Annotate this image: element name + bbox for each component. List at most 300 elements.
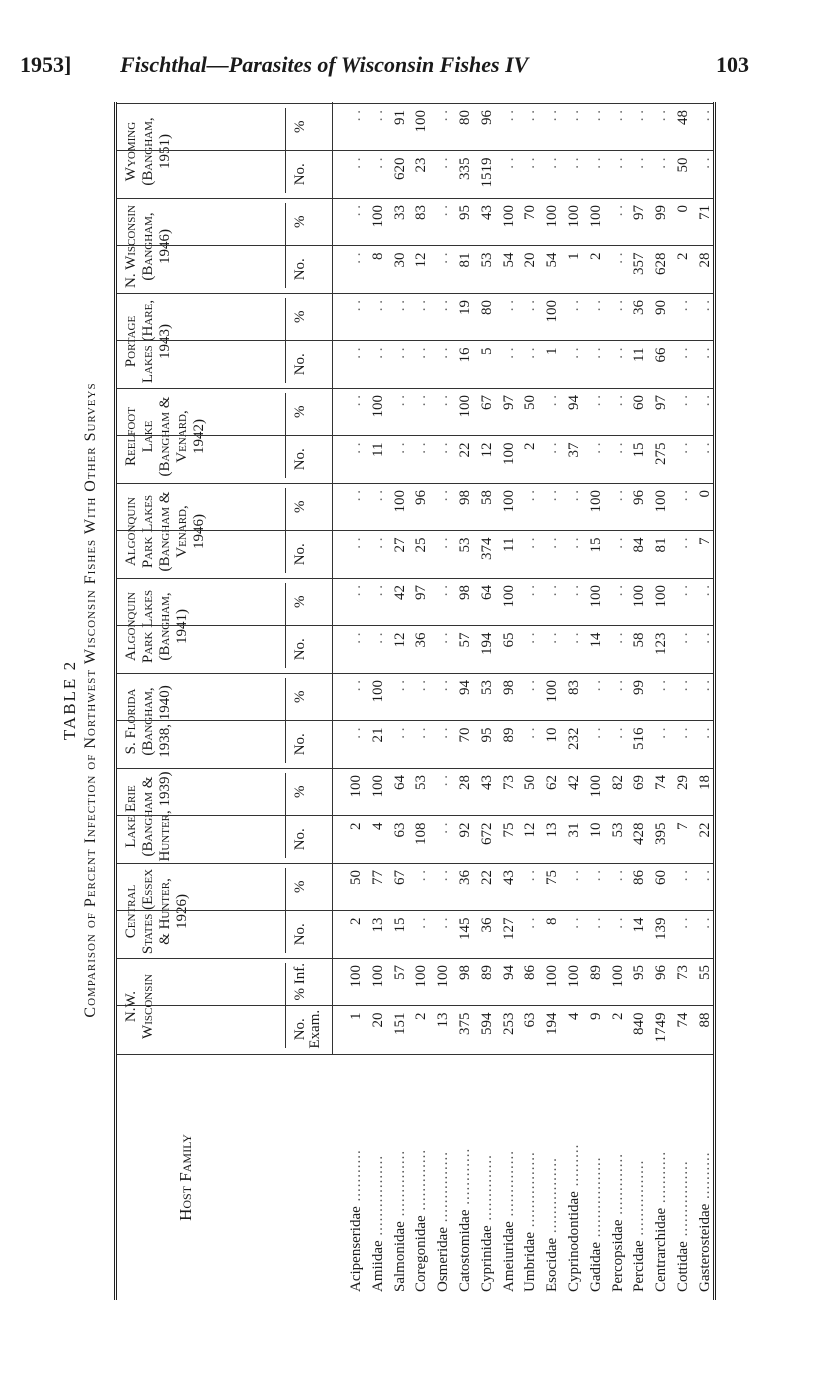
table-cell: 75 xyxy=(544,870,561,885)
table-cell: . . xyxy=(609,870,626,882)
table-cell: 2 xyxy=(609,1012,626,1020)
host-name: Centrarchidae xyxy=(653,1207,670,1292)
table-cell: 84 xyxy=(631,537,648,553)
table-cell: 60 xyxy=(631,395,648,410)
table-cell: 57 xyxy=(391,965,408,980)
table-cell: 11 xyxy=(631,347,648,362)
host-label xyxy=(499,1150,521,1292)
table-cell: 100 xyxy=(566,205,582,228)
host-name: Cyprinidae xyxy=(478,1225,495,1292)
subcolumn-header: No. xyxy=(292,353,308,376)
table-cell: 100 xyxy=(435,965,452,988)
table-cell: 43 xyxy=(500,870,517,885)
table-cell: . . xyxy=(587,442,604,454)
table-cell: 53 xyxy=(478,252,495,268)
table-cell: . . xyxy=(609,395,626,407)
table-cell: 100 xyxy=(500,585,517,608)
table-cell: 91 xyxy=(391,110,408,125)
leader-dots: ............. xyxy=(413,1148,430,1216)
table-cell: 95 xyxy=(457,205,473,220)
table-cell: 58 xyxy=(478,490,495,505)
table-cell: 1 xyxy=(544,347,561,355)
table-cell: 100 xyxy=(369,395,386,418)
host-name: Osmeridae xyxy=(435,1227,452,1292)
table-cell: . . xyxy=(653,727,670,739)
column-rule xyxy=(117,246,713,247)
table-cell: . . xyxy=(566,870,582,882)
table-cell: . . xyxy=(587,157,604,169)
table-cell: . . xyxy=(413,395,430,407)
subcolumn-header: % xyxy=(292,405,308,418)
table-cell: 7 xyxy=(675,822,691,830)
table-cell: 69 xyxy=(631,775,648,790)
table-cell: 139 xyxy=(653,917,670,940)
survey-group-header: N. Wisconsin (Bangham, 1946) xyxy=(123,205,173,288)
table-cell: . . xyxy=(675,490,691,502)
table-cell: . . xyxy=(653,157,670,169)
subcolumn-header: % xyxy=(292,215,308,228)
table-cell: 83 xyxy=(566,680,582,695)
table-cell: 335 xyxy=(457,157,473,180)
table-cell: 12 xyxy=(478,442,495,458)
table-cell: . . xyxy=(369,632,386,644)
table-cell: 21 xyxy=(369,727,386,743)
table-cell: 1519 xyxy=(478,157,495,188)
table-cell: 64 xyxy=(391,775,408,790)
table-cell: 13 xyxy=(544,822,561,838)
subcolumn-header: No. Exam. xyxy=(292,1009,323,1049)
survey-group-header: Wyoming (Bangham, 1951) xyxy=(123,117,173,186)
table-cell: . . xyxy=(348,537,364,549)
table-cell: 53 xyxy=(478,680,495,695)
table-cell: 53 xyxy=(413,775,430,790)
table-cell: 30 xyxy=(391,252,408,268)
table-cell: . . xyxy=(544,490,561,502)
table-cell: . . xyxy=(609,585,626,597)
table-cell: . . xyxy=(609,205,626,217)
host-name: Percopsidae xyxy=(609,1219,626,1292)
column-rule xyxy=(117,198,713,199)
table-cell: 100 xyxy=(348,775,364,798)
table-cell: . . xyxy=(587,300,604,312)
table-cell: 7 xyxy=(696,537,713,545)
table-cell: 54 xyxy=(500,252,517,268)
table-cell: . . xyxy=(653,680,670,692)
table-cell: 81 xyxy=(457,252,473,268)
column-rule xyxy=(117,436,713,437)
table-cell: 100 xyxy=(587,205,604,228)
table-cell: 75 xyxy=(500,822,517,838)
host-name: Acipenseridae xyxy=(348,1206,364,1292)
table-cell: . . xyxy=(500,157,517,169)
table-cell: . . xyxy=(522,300,539,312)
table-caption: Comparison of Percent Infection of Northwest Wisconsin Fishes With Other Surveys xyxy=(82,382,99,1018)
table-cell: . . xyxy=(522,917,539,929)
table-cell: . . xyxy=(544,157,561,169)
table-cell: 8 xyxy=(544,917,561,925)
table-cell: . . xyxy=(522,110,539,122)
table-cell: 275 xyxy=(653,442,670,465)
table-cell: . . xyxy=(435,727,452,739)
column-rule xyxy=(117,816,713,817)
table-cell: . . xyxy=(522,727,539,739)
table-cell: . . xyxy=(413,917,430,929)
page-number: 103 xyxy=(716,52,749,77)
table-cell: 70 xyxy=(457,727,473,743)
table-cell: 12 xyxy=(522,822,539,838)
host-family-header: Host Family xyxy=(176,1134,195,1221)
table-cell: 628 xyxy=(653,252,670,275)
table-cell: 4 xyxy=(566,1012,582,1020)
table-cell: 9 xyxy=(587,1012,604,1020)
table-cell: . . xyxy=(348,442,364,454)
table-cell: 840 xyxy=(631,1012,648,1035)
table-cell: 67 xyxy=(391,870,408,885)
table-cell: . . xyxy=(391,395,408,407)
table-cell: 151 xyxy=(391,1012,408,1035)
table-cell: 70 xyxy=(522,205,539,220)
survey-group-header: N.W. Wisconsin xyxy=(123,974,156,1039)
table-cell: 89 xyxy=(500,727,517,743)
host-name: Gasterosteidae xyxy=(696,1203,713,1292)
table-cell: 194 xyxy=(478,632,495,655)
column-rule xyxy=(117,626,713,627)
host-name: Ameiuridae xyxy=(500,1221,517,1292)
table-cell: . . xyxy=(653,110,670,122)
leader-dots: .......... xyxy=(696,1151,713,1204)
column-rule xyxy=(117,911,713,912)
column-rule xyxy=(117,768,713,769)
table-cell: . . xyxy=(500,300,517,312)
table-cell: . . xyxy=(435,490,452,502)
table-cell: 65 xyxy=(500,632,517,648)
table-cell: 100 xyxy=(500,442,517,465)
table-cell: 100 xyxy=(587,585,604,608)
table-cell: 620 xyxy=(391,157,408,180)
host-name: Salmonidae xyxy=(391,1221,408,1292)
table-cell: 50 xyxy=(522,775,539,790)
table-cell: 89 xyxy=(478,965,495,980)
table-cell: 253 xyxy=(500,1012,517,1035)
table-cell: 0 xyxy=(675,205,691,213)
host-label xyxy=(346,1149,368,1292)
table-cell: 22 xyxy=(478,870,495,885)
table-cell: . . xyxy=(435,300,452,312)
table-cell: 594 xyxy=(478,1012,495,1035)
subcolumn-header: No. xyxy=(292,543,308,566)
leader-dots: .............. xyxy=(500,1149,517,1222)
table-cell: 55 xyxy=(696,965,713,980)
table-cell: . . xyxy=(587,110,604,122)
host-name: Amiidae xyxy=(369,1240,386,1292)
table-cell: . . xyxy=(587,727,604,739)
leader-dots: ........... xyxy=(348,1149,364,1207)
table-cell: . . xyxy=(566,110,582,122)
table-cell: 11 xyxy=(500,537,517,552)
table-cell: . . xyxy=(522,680,539,692)
host-label xyxy=(477,1154,499,1292)
subcolumn-header: % xyxy=(292,690,308,703)
table-cell: 88 xyxy=(696,1012,713,1028)
subcolumn-header: No. xyxy=(292,923,308,946)
table-cell: 42 xyxy=(391,585,408,600)
table-cell: 100 xyxy=(653,490,670,513)
table-cell: 18 xyxy=(696,775,713,790)
table-cell: . . xyxy=(435,205,452,217)
table-cell: 100 xyxy=(544,965,561,988)
table-cell: . . xyxy=(609,157,626,169)
table-cell: 53 xyxy=(609,822,626,838)
column-rule xyxy=(117,293,713,294)
table-cell: . . xyxy=(544,442,561,454)
table-cell: 20 xyxy=(522,252,539,268)
table-cell: 100 xyxy=(457,395,473,418)
table-cell: . . xyxy=(631,110,648,122)
table-cell: . . xyxy=(522,157,539,169)
table-cell: 100 xyxy=(609,965,626,988)
table-cell: . . xyxy=(609,347,626,359)
leader-dots: ................. xyxy=(369,1154,386,1241)
table-cell: . . xyxy=(566,300,582,312)
table-cell: . . xyxy=(587,395,604,407)
table-cell: . . xyxy=(435,157,452,169)
table-cell: 73 xyxy=(500,775,517,790)
subcolumn-header: No. xyxy=(292,163,308,186)
table-cell: 11 xyxy=(369,442,386,457)
leader-dots: .............. xyxy=(478,1154,495,1226)
table-cell: . . xyxy=(566,490,582,502)
table-cell: . . xyxy=(413,300,430,312)
table-cell: 66 xyxy=(653,347,670,363)
table-cell: 36 xyxy=(413,632,430,648)
leader-dots: ......... xyxy=(566,1143,582,1192)
table-cell: . . xyxy=(435,632,452,644)
table-label: TABLE 2 xyxy=(60,659,79,741)
table-cell: . . xyxy=(696,632,713,644)
table-cell: . . xyxy=(609,300,626,312)
table-cell: . . xyxy=(609,917,626,929)
table-cell: 98 xyxy=(457,490,473,505)
table-cell: . . xyxy=(369,110,386,122)
table-cell: . . xyxy=(435,110,452,122)
table-cell: 29 xyxy=(675,775,691,790)
table-cell: 100 xyxy=(566,965,582,988)
table-cell: . . xyxy=(675,395,691,407)
leader-dots: ............... xyxy=(435,1151,452,1228)
table-cell: . . xyxy=(522,585,539,597)
table-cell: 100 xyxy=(544,300,561,323)
leader-dots: ........... xyxy=(653,1150,670,1208)
table-cell: . . xyxy=(391,680,408,692)
host-label xyxy=(629,1160,651,1292)
table-cell: 94 xyxy=(500,965,517,980)
table-cell: 2 xyxy=(413,1012,430,1020)
subcolumn-header: % xyxy=(292,595,308,608)
survey-group-header: S. Florida (Bangham, 1938, 1940) xyxy=(123,685,173,758)
table-cell: . . xyxy=(391,347,408,359)
leader-dots: ................ xyxy=(522,1151,539,1233)
table-cell: . . xyxy=(435,775,452,787)
table-cell: . . xyxy=(369,300,386,312)
column-rule xyxy=(117,103,713,104)
table-cell: 80 xyxy=(457,110,473,125)
table-cell: 357 xyxy=(631,252,648,275)
table-cell: . . xyxy=(413,442,430,454)
leader-dots: ............. xyxy=(609,1153,626,1220)
host-label xyxy=(695,1151,717,1292)
table-cell: . . xyxy=(587,680,604,692)
survey-group-header: Reelfoot Lake (Bangham & Venard, 1942) xyxy=(123,396,207,477)
table-cell: . . xyxy=(348,110,364,122)
table-cell: 89 xyxy=(587,965,604,980)
table-cell: . . xyxy=(544,537,561,549)
table-cell: 428 xyxy=(631,822,648,845)
table-cell: 15 xyxy=(587,537,604,553)
table-cell: . . xyxy=(522,347,539,359)
table-cell: 13 xyxy=(369,917,386,933)
table-cell: 71 xyxy=(696,205,713,220)
table-cell: 4 xyxy=(369,822,386,830)
table-cell: . . xyxy=(609,442,626,454)
table-cell: . . xyxy=(348,490,364,502)
table-cell: 50 xyxy=(675,157,691,173)
subcolumn-header: % xyxy=(292,120,308,133)
table-cell: . . xyxy=(369,537,386,549)
table-cell: 22 xyxy=(457,442,473,458)
table-cell: . . xyxy=(348,300,364,312)
table-cell: . . xyxy=(609,537,626,549)
table-cell: 90 xyxy=(653,300,670,315)
table-cell: 100 xyxy=(653,585,670,608)
table-cell: 100 xyxy=(544,205,561,228)
table-cell: . . xyxy=(631,157,648,169)
table-cell: 14 xyxy=(631,917,648,933)
table-cell: 15 xyxy=(391,917,408,933)
table-cell: 2 xyxy=(587,252,604,260)
table-cell: . . xyxy=(609,252,626,264)
table-cell: 64 xyxy=(478,585,495,600)
table-cell: 100 xyxy=(369,680,386,703)
host-label xyxy=(673,1160,695,1292)
table-cell: 375 xyxy=(457,1012,473,1035)
table-cell: 98 xyxy=(457,585,473,600)
table-cell: . . xyxy=(675,727,691,739)
column-rule xyxy=(117,531,713,532)
table-cell: 22 xyxy=(696,822,713,838)
table-cell: 100 xyxy=(391,490,408,513)
table-cell: 1 xyxy=(348,1012,364,1020)
table-cell: 62 xyxy=(544,775,561,790)
host-label xyxy=(564,1144,586,1292)
table-cell: 100 xyxy=(500,205,517,228)
host-label xyxy=(368,1155,390,1292)
table-cell: . . xyxy=(609,727,626,739)
leader-dots: ................ xyxy=(675,1160,691,1242)
table-cell: . . xyxy=(696,870,713,882)
table-cell: 25 xyxy=(413,537,430,553)
table-cell: . . xyxy=(391,442,408,454)
host-label xyxy=(586,1157,608,1292)
host-label xyxy=(608,1153,630,1292)
table-cell: 123 xyxy=(653,632,670,655)
table-cell: . . xyxy=(609,110,626,122)
table-cell: 100 xyxy=(413,110,430,133)
table-cell: 0 xyxy=(696,490,713,498)
table-cell: 100 xyxy=(369,775,386,798)
subcolumn-header: % xyxy=(292,785,308,798)
table-cell: 37 xyxy=(566,442,582,458)
table-cell: 63 xyxy=(391,822,408,838)
column-rule xyxy=(117,673,713,674)
table-cell: . . xyxy=(500,110,517,122)
table-cell: . . xyxy=(348,347,364,359)
table-cell: . . xyxy=(675,870,691,882)
table-cell: . . xyxy=(675,680,691,692)
table-cell: . . xyxy=(544,585,561,597)
table-cell: 395 xyxy=(653,822,670,845)
host-name: Coregonidae xyxy=(413,1215,430,1292)
table-cell: 8 xyxy=(369,252,386,260)
table-cell: 1749 xyxy=(653,1012,670,1043)
table-cell: 108 xyxy=(413,822,430,845)
table-cell: 57 xyxy=(457,632,473,648)
column-rule xyxy=(117,863,713,864)
table-cell: . . xyxy=(675,347,691,359)
table-cell: . . xyxy=(348,585,364,597)
survey-group-header: Portage Lakes (Hare, 1943) xyxy=(123,299,173,384)
table-cell: . . xyxy=(522,490,539,502)
table-cell: 16 xyxy=(457,347,473,363)
column-rule xyxy=(117,483,713,484)
table-cell: 13 xyxy=(435,1012,452,1028)
table-cell: 96 xyxy=(413,490,430,505)
table-cell: . . xyxy=(435,395,452,407)
subcolumn-header: No. xyxy=(292,638,308,661)
table-cell: . . xyxy=(609,632,626,644)
table-cell: 12 xyxy=(413,252,430,268)
table-cell: 42 xyxy=(566,775,582,790)
table-cell: 516 xyxy=(631,727,648,750)
table-cell: 99 xyxy=(653,205,670,220)
table-cell: . . xyxy=(435,585,452,597)
column-rule xyxy=(117,578,713,579)
table-cell: . . xyxy=(435,537,452,549)
table-cell: . . xyxy=(348,632,364,644)
table-cell: . . xyxy=(566,157,582,169)
table-cell: 48 xyxy=(675,110,691,125)
table-cell: 28 xyxy=(457,775,473,790)
table-cell: . . xyxy=(348,680,364,692)
table-cell: . . xyxy=(566,917,582,929)
table-cell: 97 xyxy=(413,585,430,600)
table-cell: 2 xyxy=(348,917,364,925)
leader-dots: ................ xyxy=(631,1159,648,1241)
table-cell: . . xyxy=(675,537,691,549)
column-rule xyxy=(117,1006,713,1007)
table-cell: 12 xyxy=(391,632,408,648)
subcolumn-header: % xyxy=(292,310,308,323)
table-cell: 14 xyxy=(587,632,604,648)
leader-dots: ............ xyxy=(457,1147,473,1210)
table-cell: . . xyxy=(435,442,452,454)
table-cell: 2 xyxy=(675,252,691,260)
table-cell: 10 xyxy=(544,727,561,743)
table-cell: . . xyxy=(696,110,713,122)
table-cell: . . xyxy=(609,680,626,692)
table-cell: 67 xyxy=(478,395,495,410)
table-cell: 5 xyxy=(478,347,495,355)
host-name: Cyprinodontidae xyxy=(566,1191,582,1292)
